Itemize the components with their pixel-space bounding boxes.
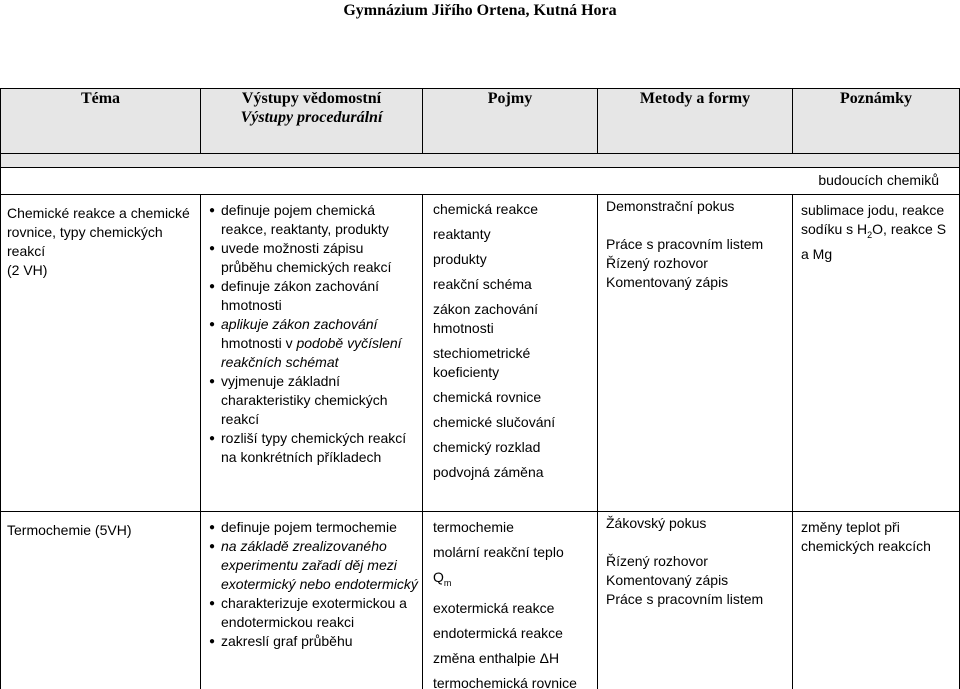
table-row — [1, 512, 960, 689]
header-shading-band — [1, 154, 959, 168]
list-item — [209, 537, 418, 594]
term: zákon zachování hmotnosti — [433, 301, 539, 336]
terms-cell — [423, 512, 598, 689]
carryover-cell — [1, 154, 960, 195]
term: exotermická reakce — [433, 599, 555, 616]
method-item: Práce s pracovním listem — [606, 236, 764, 252]
method-item: Demonstrační pokus — [606, 198, 735, 214]
delta-h-symbol: ΔH — [539, 649, 560, 666]
output-italic-part: na základě zrealizovaného experimentu zařadí děj mezi exotermický nebo endotermický — [221, 538, 418, 592]
term: chemická reakce — [433, 201, 539, 217]
terms-cell — [423, 195, 598, 512]
term-text: změna enthalpie — [433, 649, 540, 666]
header-vystupy-vedomostni: Výstupy vědomostní — [241, 90, 382, 107]
term: endotermická reakce — [433, 624, 563, 641]
term: reakční schéma — [433, 276, 532, 292]
topic-title: Termochemie (5VH) — [7, 522, 132, 538]
topic-cell — [1, 195, 201, 512]
method-spacer — [606, 533, 788, 552]
note-text: sublimace jodu, reakce sodíku s H — [801, 202, 945, 237]
method-spacer — [606, 216, 788, 235]
carryover-note: budoucích chemiků — [818, 172, 939, 188]
term: molární reakční teplo — [433, 544, 564, 560]
method-item: Žákovský pokus — [606, 515, 707, 531]
table-row — [1, 195, 960, 512]
methods-cell — [598, 195, 793, 512]
methods-cell — [598, 512, 793, 689]
output-roman-part: hmotnosti v — [221, 335, 297, 351]
notes-cell — [793, 195, 960, 512]
topic-hours: (2 VH) — [7, 262, 48, 278]
outputs-list — [201, 512, 422, 651]
header-poznamky: Poznámky — [793, 89, 960, 154]
term: chemický rozklad — [433, 439, 541, 455]
topic-title: Chemické reakce a chemické rovnice, typy chemických reakcí — [7, 205, 190, 259]
curriculum-table — [0, 88, 960, 689]
term-symbol: Q — [433, 569, 444, 585]
list-item: ● zakreslí graf průběhu — [209, 632, 418, 651]
list-item: ● rozliší typy chemických reakcí na konkrétních příkladech — [209, 429, 418, 467]
list-item: ● charakterizuje exotermickou a endotermickou reakci — [209, 594, 418, 632]
term: reaktanty — [433, 226, 491, 242]
term-subscript: m — [443, 577, 452, 588]
method-item: Řízený rozhovor — [606, 255, 708, 271]
method-item: Komentovaný zápis — [606, 572, 729, 588]
list-item: ● vyjmenuje základní charakteristiky chemických reakcí — [209, 372, 418, 429]
output-italic-part: aplikuje zákon zachování — [221, 316, 378, 332]
school-title: Gymnázium Jiřího Ortena, Kutná Hora — [343, 2, 617, 19]
outputs-list — [201, 195, 422, 467]
method-item: Řízený rozhovor — [606, 553, 708, 569]
output-italic-part: podobě vyčíslení reakčních schémat — [221, 335, 402, 370]
list-item: ● definuje pojem chemická reakce, reaktanty, produkty — [209, 201, 418, 239]
term: termochemická rovnice — [433, 674, 577, 689]
list-item: ● definuje pojem termochemie — [209, 518, 418, 537]
note-text: O, reakce S a Mg — [801, 221, 947, 262]
header-metody: Metody a formy — [598, 89, 793, 154]
term: podvojná záměna — [433, 464, 544, 480]
outputs-cell — [201, 512, 423, 689]
header-vystupy-proceduralni: Výstupy procedurální — [240, 109, 383, 126]
term: produkty — [433, 251, 487, 267]
term: chemická rovnice — [433, 389, 542, 405]
term — [433, 568, 593, 593]
header-row — [1, 89, 960, 154]
term: chemické slučování — [433, 414, 556, 430]
header-vystupy — [201, 89, 423, 154]
list-item: ● uvede možnosti zápisu průběhu chemických reakcí — [209, 239, 418, 277]
outputs-cell — [201, 195, 423, 512]
method-item: Komentovaný zápis — [606, 274, 729, 290]
list-item — [209, 315, 418, 372]
term: termochemie — [433, 519, 514, 535]
method-item: Práce s pracovním listem — [606, 591, 764, 607]
note-text: změny teplot při chemických reakcích — [801, 519, 931, 554]
term: stechiometrické koeficienty — [433, 345, 531, 380]
note-subscript: 2 — [867, 229, 873, 240]
notes-cell — [793, 512, 960, 689]
term — [433, 649, 593, 668]
carryover-row — [1, 154, 960, 195]
header-tema: Téma — [1, 89, 201, 154]
topic-cell — [1, 512, 201, 689]
header-pojmy: Pojmy — [423, 89, 598, 154]
list-item: ● definuje zákon zachování hmotnosti — [209, 277, 418, 315]
